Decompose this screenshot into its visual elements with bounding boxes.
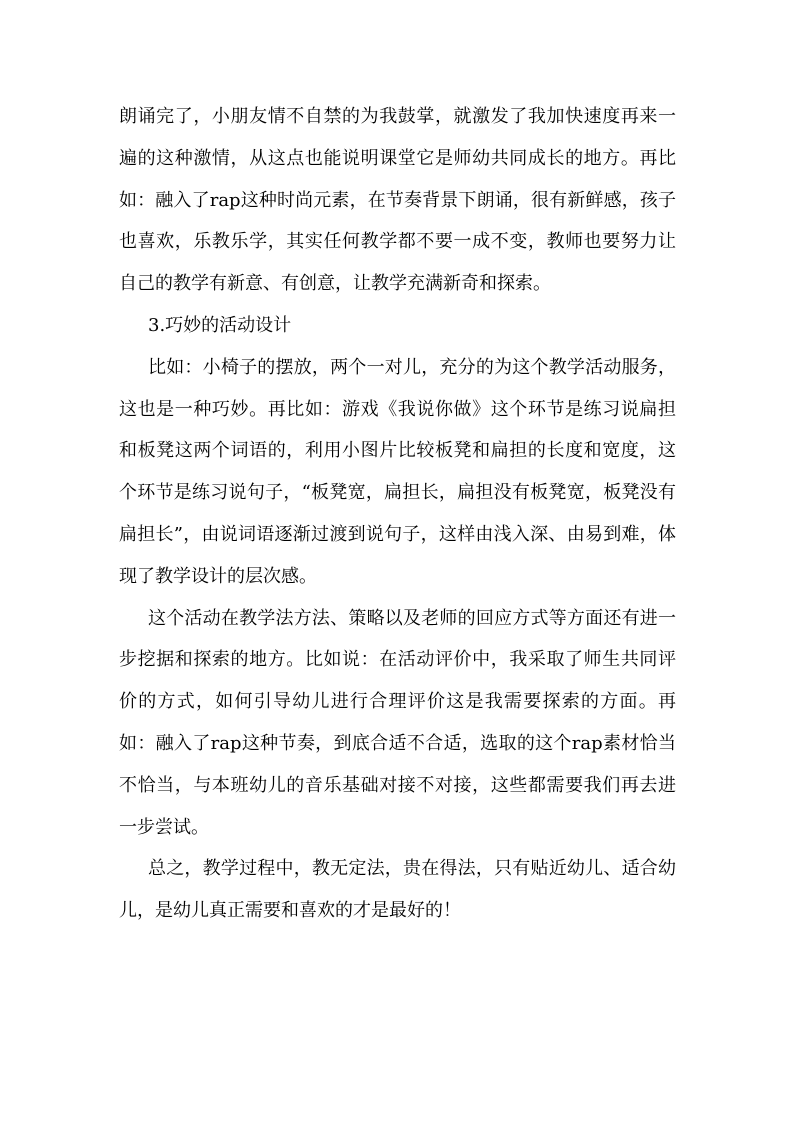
paragraph-continued: 朗诵完了，小朋友情不自禁的为我鼓掌，就激发了我加快速度再来一遍的这种激情，从这点也能说明课堂它是师幼共同成长的地方。再比如：融入了rap这种时尚元素，在节奏背景下朗诵，很有新鲜感，孩子也喜欢，乐教乐学，其实任何教学都不要一成不变，教师也要努力让自己的教学有新意、有创意，让教学充满新奇和探索。: [119, 106, 676, 295]
paragraph-conclusion: 总之，教学过程中，教无定法，贵在得法，只有贴近幼儿、适合幼儿，是幼儿真正需要和喜欢的才是最好的！: [119, 858, 676, 922]
section-heading: 3.巧妙的活动设计: [148, 314, 292, 336]
document-body: [119, 96, 676, 932]
paragraph: 比如：小椅子的摆放，两个一对儿，充分的为这个教学活动服务，这也是一种巧妙。再比如：游戏《我说你做》这个环节是练习说扁担和板凳这两个词语的，利用小图片比较板凳和扁担的长度和宽度，这个环节是练习说句子，“板凳宽，扁担长，扁担没有板凳宽，板凳没有扁担长”，由说词语逐渐过渡到说句子，这样由浅入深、由易到难，体现了教学设计的层次感。: [119, 356, 676, 587]
paragraph: 这个活动在教学法方法、策略以及老师的回应方式等方面还有进一步挖据和探索的地方。比如说：在活动评价中，我采取了师生共同评价的方式，如何引导幼儿进行合理评价这是我需要探索的方面。再如：融入了rap这种节奏，到底合适不合适，选取的这个rap素材恰当不恰当，与本班幼儿的音乐基础对接不对接，这些都需要我们再去进一步尝试。: [119, 607, 676, 838]
